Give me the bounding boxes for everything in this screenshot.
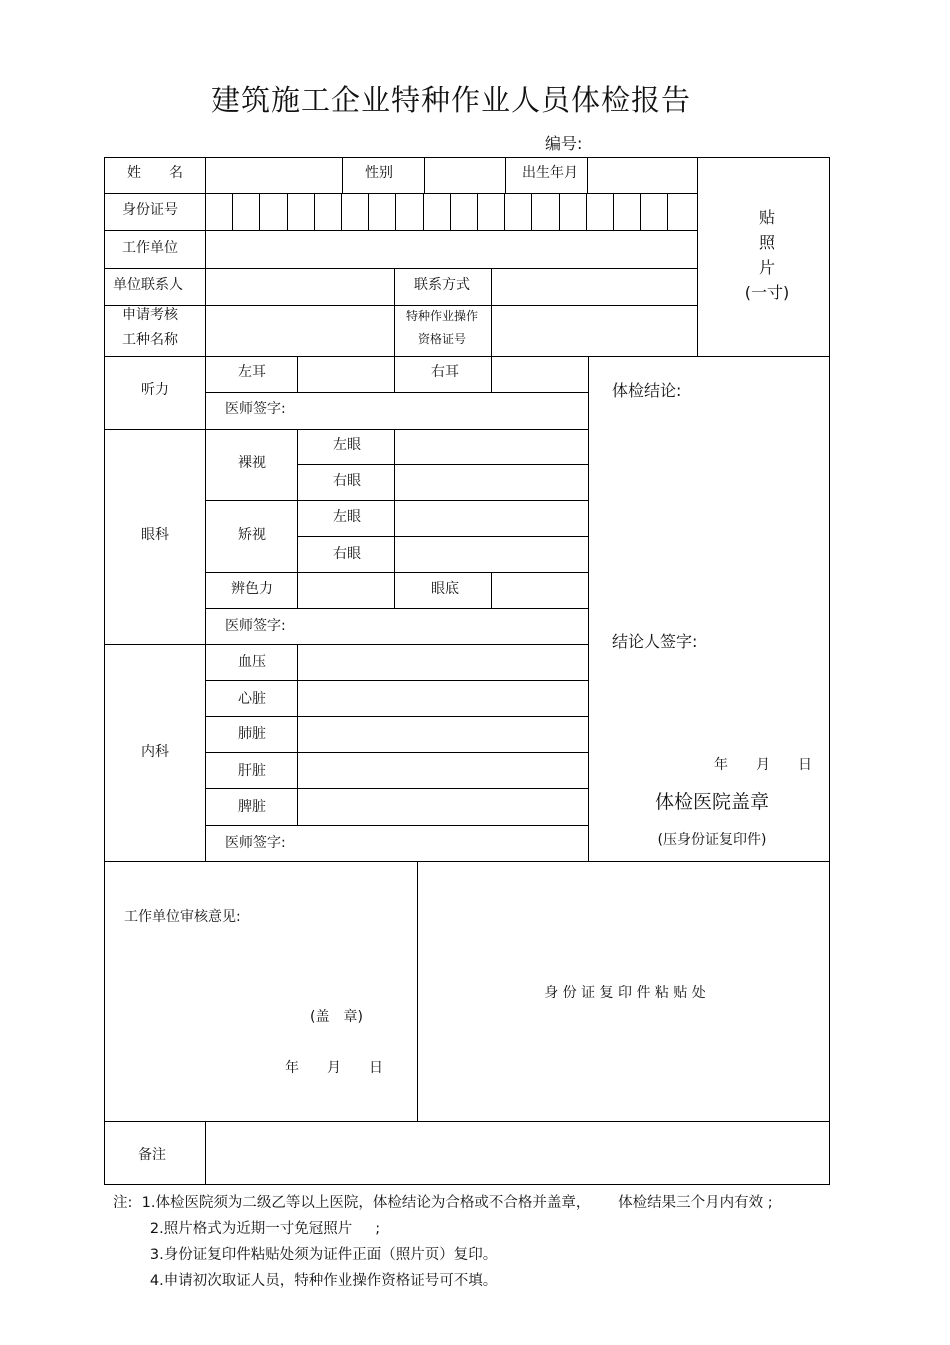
table-rule-h xyxy=(104,1121,830,1122)
table-rule-v xyxy=(232,193,233,231)
table-rule-v xyxy=(829,157,830,1185)
unit-contact-person-label: 单位联系人 xyxy=(113,277,183,293)
unit-seal-label: (盖 章) xyxy=(310,1009,363,1025)
table-rule-h xyxy=(104,356,830,357)
table-rule-h xyxy=(104,429,589,430)
table-rule-v xyxy=(205,1121,206,1185)
eye-label: 眼科 xyxy=(141,527,169,543)
table-rule-v xyxy=(586,193,587,231)
table-rule-v xyxy=(559,193,560,231)
corrected-right-eye-label: 右眼 xyxy=(333,546,361,562)
table-rule-v xyxy=(424,157,425,194)
photo-placeholder-1: 贴 xyxy=(758,208,776,227)
table-rule-h xyxy=(205,788,589,789)
birth-date-label: 出生年月 xyxy=(522,165,578,181)
serial-number-label: 编号: xyxy=(545,134,583,153)
photo-placeholder-4: (一寸) xyxy=(744,283,790,302)
naked-left-eye-label: 左眼 xyxy=(333,437,361,453)
table-rule-v xyxy=(297,356,298,393)
table-rule-v xyxy=(394,356,395,393)
table-rule-h xyxy=(104,861,830,862)
table-rule-v xyxy=(450,193,451,231)
heart-label: 心脏 xyxy=(238,691,266,707)
name-label: 姓 名 xyxy=(127,165,183,181)
table-rule-h xyxy=(205,500,589,501)
eye-doctor-sign: 医师签字: xyxy=(225,618,286,634)
table-rule-h xyxy=(205,716,589,717)
table-rule-v xyxy=(697,157,698,357)
photo-placeholder-3: 片 xyxy=(758,258,776,277)
table-rule-h xyxy=(205,680,589,681)
table-rule-v xyxy=(423,193,424,231)
liver-label: 肝脏 xyxy=(238,763,266,779)
table-rule-v xyxy=(342,157,343,194)
table-rule-h xyxy=(297,536,589,537)
table-rule-v xyxy=(491,572,492,609)
right-ear-label: 右耳 xyxy=(431,364,459,380)
table-rule-v xyxy=(341,193,342,231)
corrected-left-eye-label: 左眼 xyxy=(333,509,361,525)
left-ear-label: 左耳 xyxy=(238,364,266,380)
notes-block xyxy=(113,1190,773,1294)
cert-number-label-line1: 特种作业操作 xyxy=(405,309,479,323)
table-rule-v xyxy=(259,193,260,231)
table-rule-h xyxy=(205,392,589,393)
table-rule-v xyxy=(477,193,478,231)
table-rule-h xyxy=(104,268,698,269)
apply-job-label-line2: 工种名称 xyxy=(122,332,178,348)
note-2: 2.照片格式为近期一寸免冠照片 ; xyxy=(113,1221,381,1237)
table-rule-v xyxy=(287,193,288,231)
table-rule-v xyxy=(613,193,614,231)
contact-method-label: 联系方式 xyxy=(414,277,470,293)
photo-placeholder-2: 照 xyxy=(758,233,776,252)
lung-label: 肺脏 xyxy=(238,726,266,742)
table-rule-h xyxy=(104,157,830,158)
table-rule-v xyxy=(297,644,298,826)
note-4: 4.申请初次取证人员，特种作业操作资格证号可不填。 xyxy=(113,1273,498,1289)
naked-right-eye-label: 右眼 xyxy=(333,473,361,489)
note-3: 3.身份证复印件粘贴处须为证件正面（照片页）复印。 xyxy=(113,1247,498,1263)
table-rule-h xyxy=(205,608,589,609)
stamp-note: (压身份证复印件) xyxy=(657,832,767,848)
table-rule-v xyxy=(205,356,206,862)
table-rule-v xyxy=(640,193,641,231)
hearing-doctor-sign: 医师签字: xyxy=(225,401,286,417)
corrected-vision-label: 矫视 xyxy=(238,527,266,543)
internal-doctor-sign: 医师签字: xyxy=(225,835,286,851)
table-rule-h xyxy=(297,464,589,465)
apply-job-label-line1: 申请考核 xyxy=(122,307,178,323)
table-rule-h xyxy=(205,752,589,753)
table-rule-v xyxy=(394,268,395,357)
blood-pressure-label: 血压 xyxy=(238,654,266,670)
table-rule-h xyxy=(104,1184,830,1185)
naked-vision-label: 裸视 xyxy=(238,455,266,471)
cert-number-label-line2: 资格证号 xyxy=(417,332,467,346)
id-number-label: 身份证号 xyxy=(122,202,178,218)
table-rule-h xyxy=(104,644,589,645)
table-rule-v xyxy=(504,193,505,231)
table-rule-v xyxy=(394,429,395,609)
work-unit-label: 工作单位 xyxy=(122,240,178,256)
table-rule-v xyxy=(667,193,668,231)
table-rule-v xyxy=(205,157,206,357)
table-rule-v xyxy=(104,157,105,1185)
hospital-stamp-label: 体检医院盖章 xyxy=(654,791,770,813)
table-rule-v xyxy=(297,429,298,609)
table-rule-h xyxy=(104,230,698,231)
table-rule-v xyxy=(368,193,369,231)
conclusion-signer-label: 结论人签字: xyxy=(612,632,698,651)
conclusion-label: 体检结论: xyxy=(612,381,682,400)
note-1: 注: 1.体检医院须为二级乙等以上医院，体检结论为合格或不合格并盖章， 体检结果三个月内有效 ; xyxy=(113,1195,773,1211)
table-rule-v xyxy=(531,193,532,231)
page-title: 建筑施工企业特种作业人员体检报告 xyxy=(210,83,691,117)
table-rule-h xyxy=(205,572,589,573)
table-rule-v xyxy=(588,356,589,862)
hearing-label: 听力 xyxy=(141,382,169,398)
table-rule-v xyxy=(417,861,418,1122)
table-rule-v xyxy=(505,157,506,194)
table-rule-v xyxy=(491,356,492,393)
fundus-label: 眼底 xyxy=(431,581,459,597)
id-copy-paste-area: 身 份 证 复 印 件 粘 贴 处 xyxy=(544,985,706,1001)
table-rule-h xyxy=(104,193,698,194)
table-rule-v xyxy=(314,193,315,231)
conclusion-date: 年 月 日 xyxy=(714,757,812,773)
unit-review-label: 工作单位审核意见: xyxy=(124,909,241,925)
table-rule-v xyxy=(491,268,492,357)
table-rule-h xyxy=(104,305,698,306)
internal-label: 内科 xyxy=(141,744,169,760)
table-rule-v xyxy=(395,193,396,231)
remarks-label: 备注 xyxy=(138,1147,166,1163)
gender-label: 性别 xyxy=(365,165,393,181)
table-rule-v xyxy=(587,157,588,194)
color-vision-label: 辨色力 xyxy=(231,581,273,597)
unit-review-date: 年 月 日 xyxy=(285,1060,383,1076)
spleen-label: 脾脏 xyxy=(238,799,266,815)
table-rule-h xyxy=(205,825,589,826)
